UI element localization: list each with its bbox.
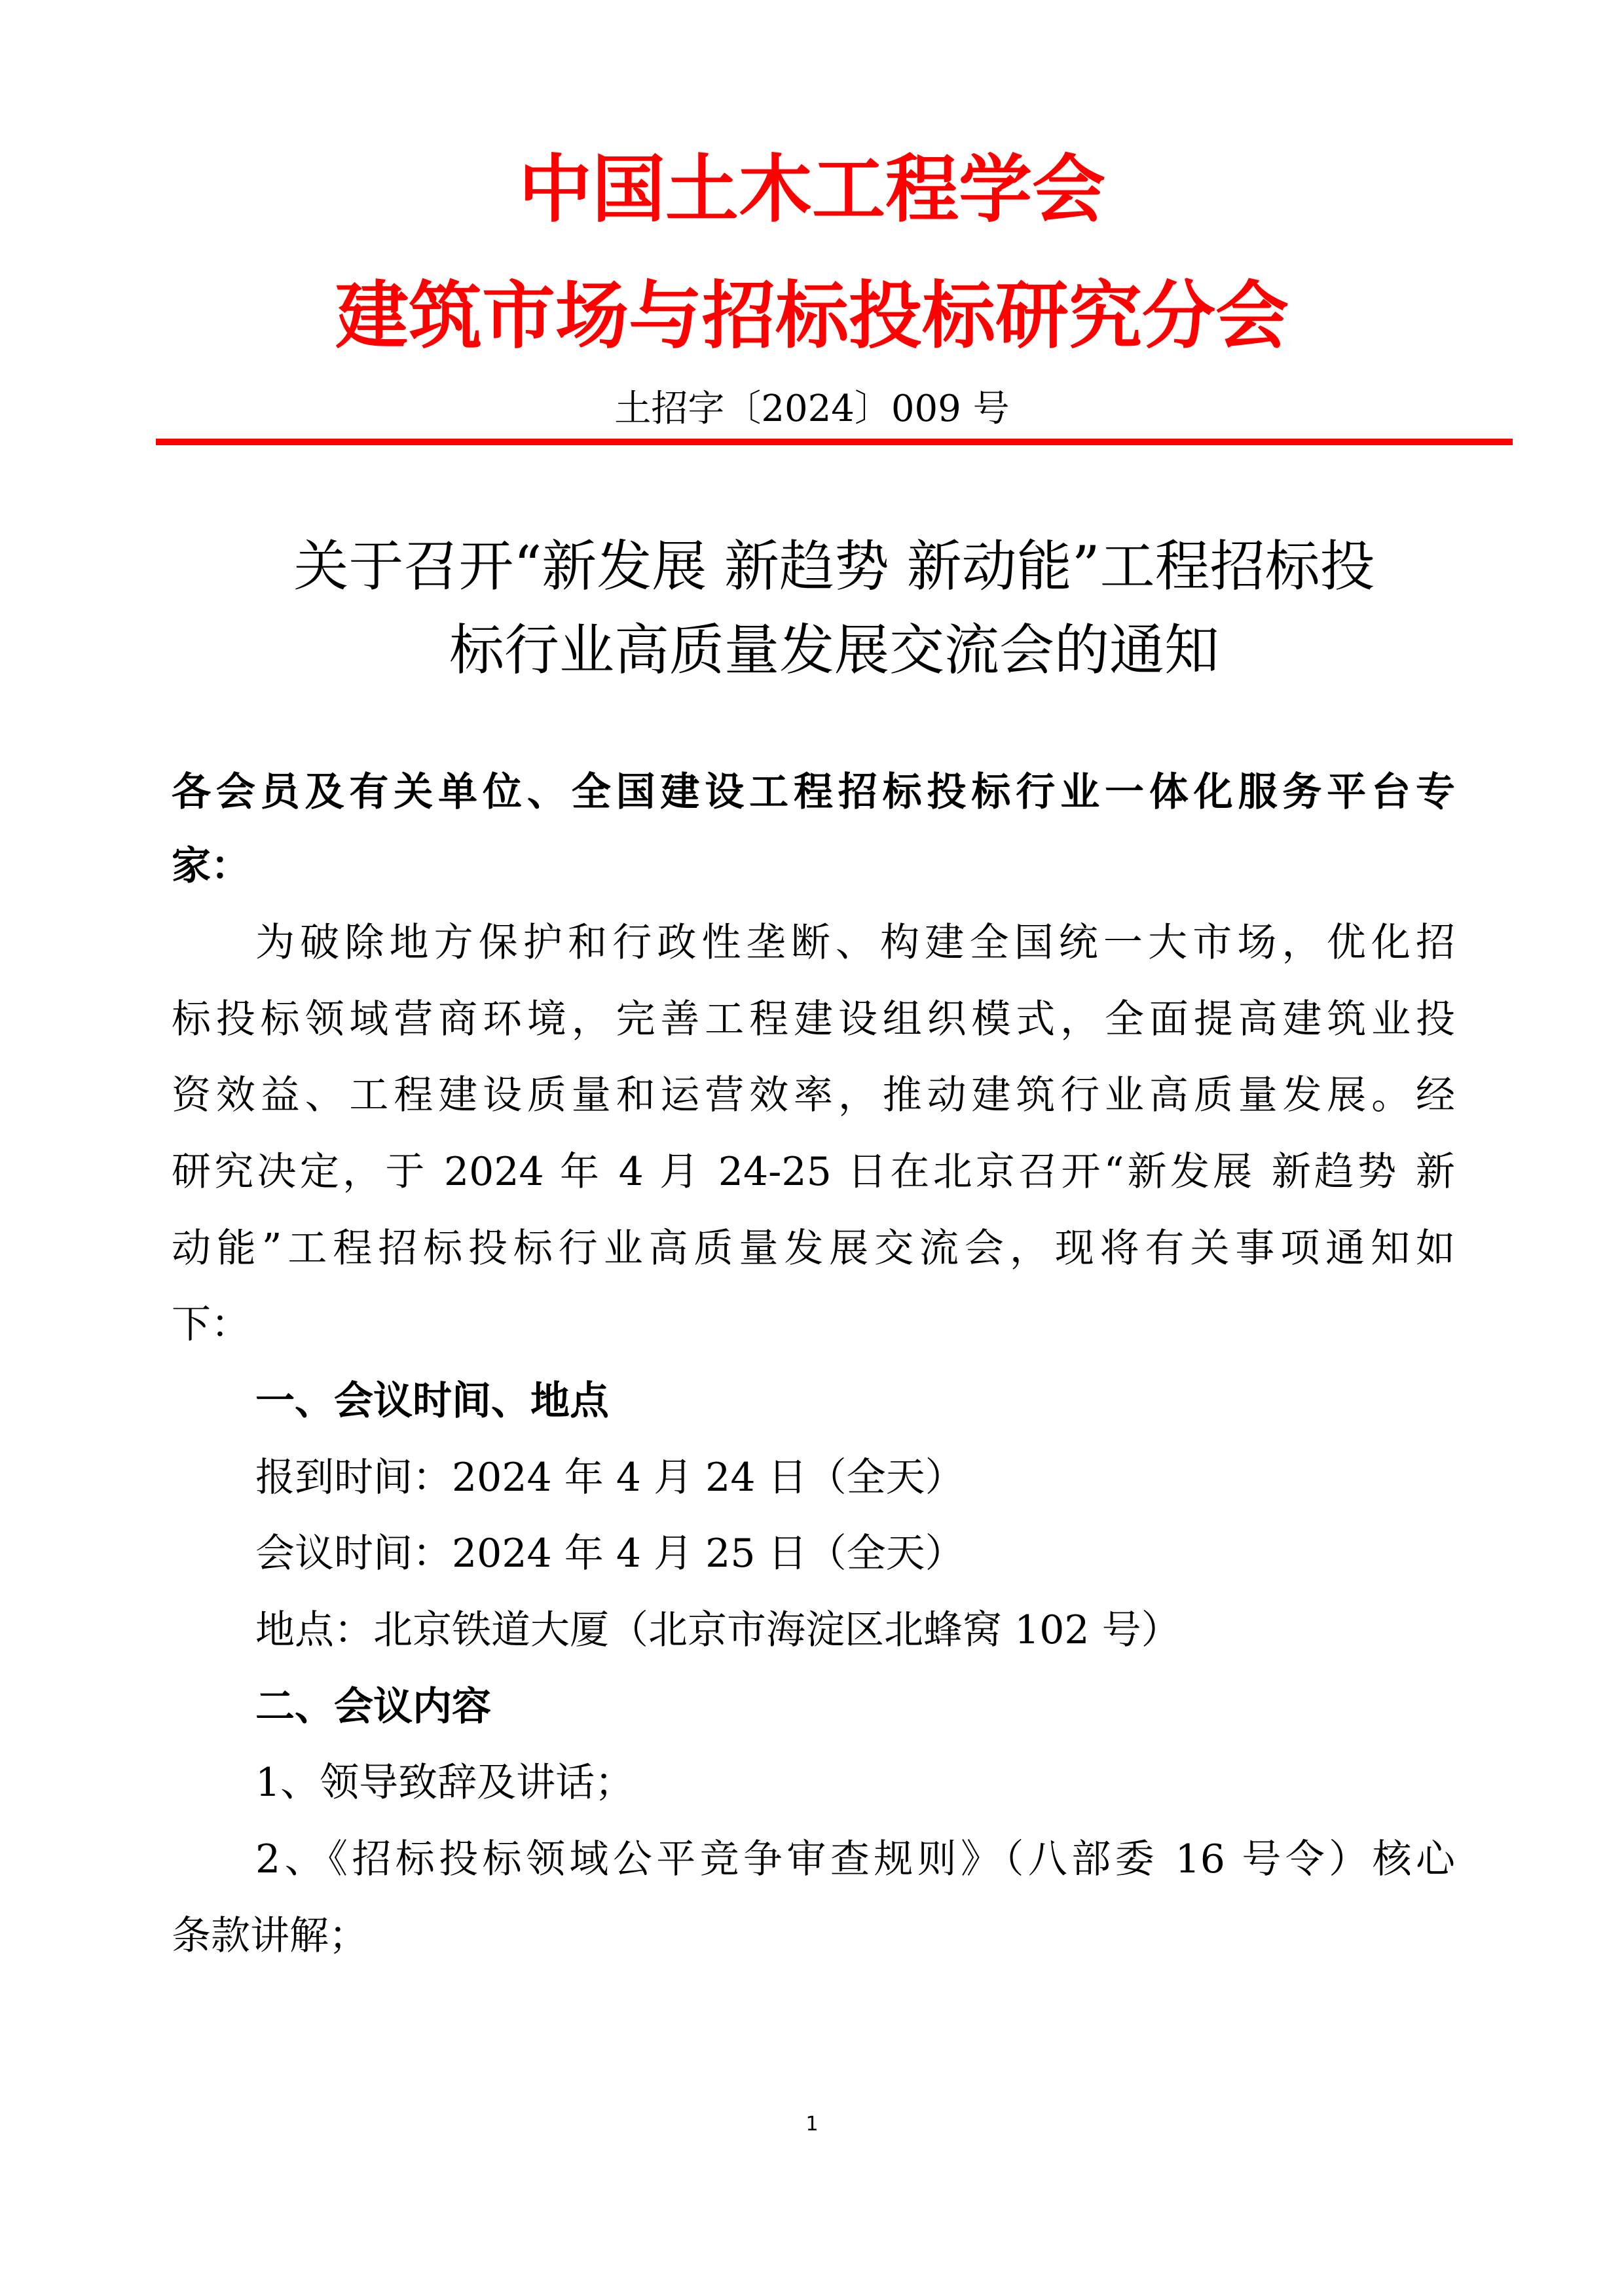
registration-time: 报到时间：2024 年 4 月 24 日（全天） <box>255 1455 965 1501</box>
document-title-line-1: 关于召开“新发展 新趋势 新动能”工程招标投 <box>293 534 1375 598</box>
intro-line: 资效益、工程建设质量和运营效率，推动建筑行业高质量发展。经 <box>172 1072 1455 1118</box>
section-1-heading: 一、会议时间、地点 <box>255 1378 609 1424</box>
header-divider <box>156 439 1513 445</box>
page-number: 1 <box>805 2113 819 2136</box>
section-2-heading: 二、会议内容 <box>255 1684 491 1730</box>
meeting-time: 会议时间：2024 年 4 月 25 日（全天） <box>255 1531 965 1576</box>
document-number: 土招字〔2024〕009 号 <box>614 388 1010 430</box>
intro-line: 动能”工程招标投标行业高质量发展交流会，现将有关事项通知如 <box>172 1226 1455 1271</box>
document-title-line-2: 标行业高质量发展交流会的通知 <box>449 618 1219 682</box>
intro-line: 下： <box>172 1302 250 1347</box>
agenda-item-2-line-2: 条款讲解； <box>172 1913 368 1959</box>
intro-line: 研究决定，于 2024 年 4 月 24-25 日在北京召开“新发展 新趋势 新 <box>172 1149 1455 1195</box>
salutation-line-1: 各会员及有关单位、全国建设工程招标投标行业一体化服务平台专 <box>172 769 1455 815</box>
branch-name: 建筑市场与招标投标研究分会 <box>335 273 1289 359</box>
intro-line: 标投标领域营商环境，完善工程建设组织模式，全面提高建筑业投 <box>172 996 1455 1042</box>
meeting-location: 地点：北京铁道大厦（北京市海淀区北蜂窝 102 号） <box>255 1607 1181 1653</box>
organization-name: 中国土木工程学会 <box>519 147 1105 232</box>
agenda-item-2-line-1: 2、《招标投标领域公平竞争审查规则》（八部委 16 号令）核心 <box>255 1836 1455 1882</box>
salutation-line-2: 家： <box>172 843 250 889</box>
agenda-item-1: 1、领导致辞及讲话； <box>255 1760 635 1806</box>
intro-line: 为破除地方保护和行政性垄断、构建全国统一大市场，优化招 <box>255 920 1455 966</box>
